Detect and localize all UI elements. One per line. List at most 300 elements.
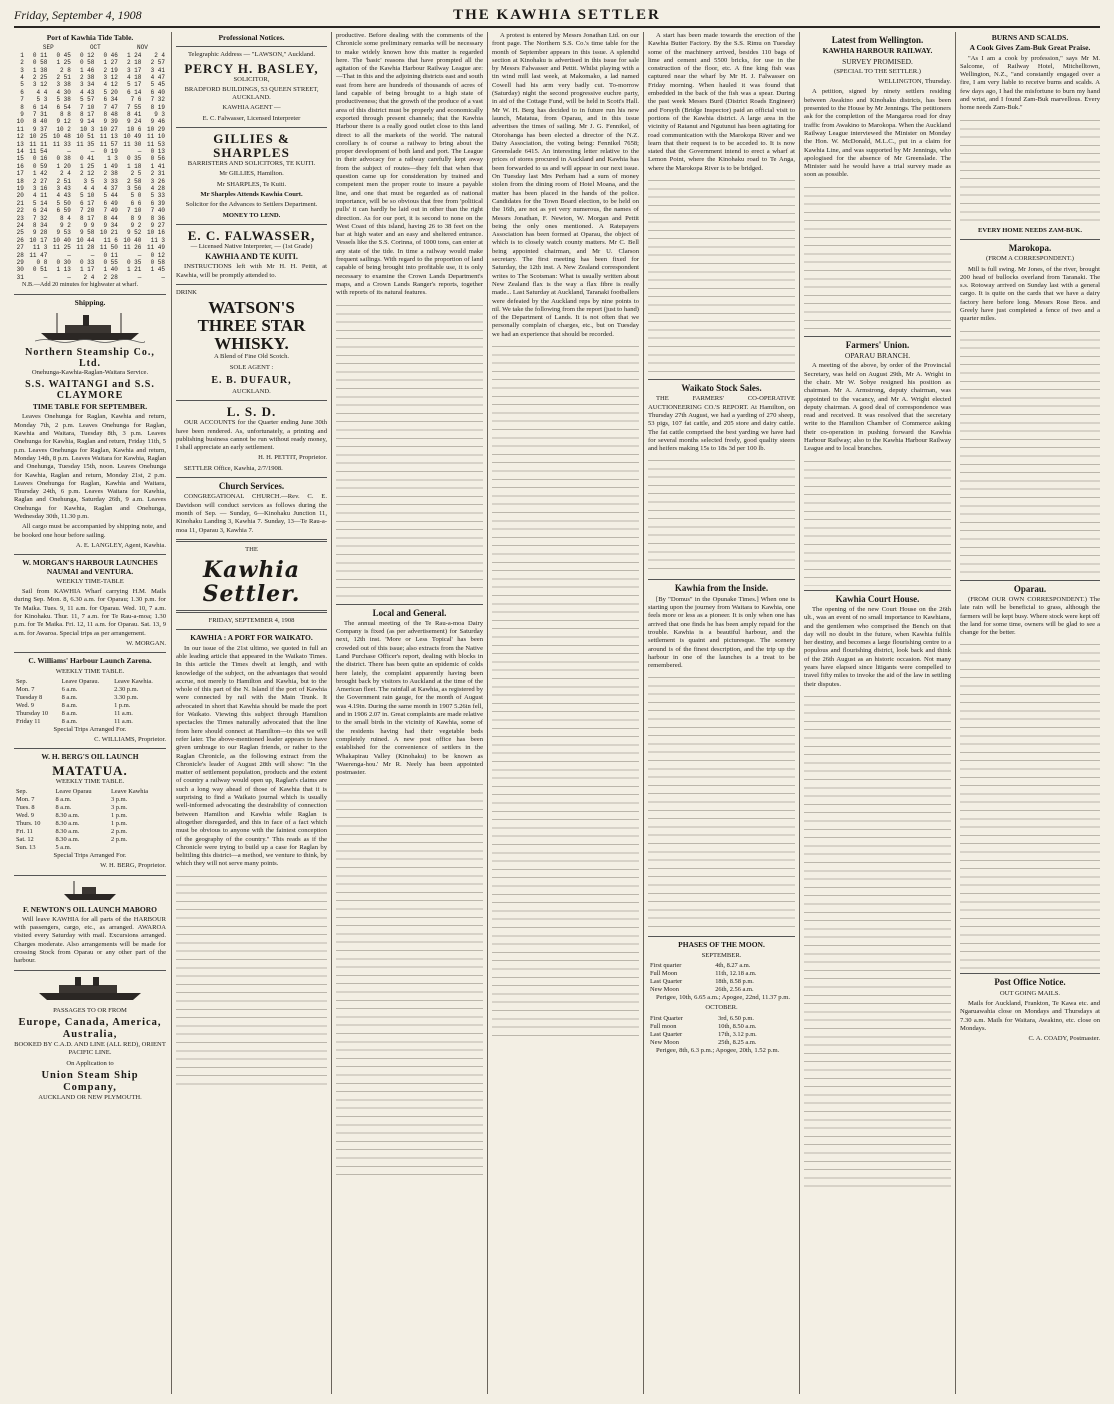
moon-sep-row-cell: Full Moon bbox=[650, 969, 678, 977]
kawhia-tekuiti: KAWHIA AND TE KUITI. bbox=[205, 252, 298, 262]
tide-row-cell: 4 47 bbox=[150, 73, 165, 81]
tide-row-cell: 9 39 bbox=[103, 118, 118, 126]
tide-row-cell: 5 17 bbox=[126, 81, 142, 89]
moon-oct-row-cell: 3rd, 6.50 p.m. bbox=[718, 1014, 754, 1022]
tide-row-cell: 10 40 bbox=[123, 236, 142, 244]
gillies-hamilton: Mr GILLIES, Hamilton. bbox=[219, 170, 284, 178]
berg-row-cell: Mon. 7 bbox=[16, 795, 35, 803]
body-text-continuation bbox=[176, 871, 327, 1091]
tide-row-cell: 9 9 bbox=[83, 222, 95, 230]
tide-row-cell: 5 14 bbox=[32, 199, 48, 207]
tide-row bbox=[14, 222, 166, 229]
timetable-heading: TIME TABLE FOR SEPTEMBER. bbox=[32, 402, 148, 412]
berg-row-cell: 2 p.m. bbox=[111, 827, 128, 835]
union-address: AUCKLAND OR NEW PLYMOUTH. bbox=[38, 1093, 142, 1101]
tide-row-cell: 8 34 bbox=[32, 222, 48, 230]
lsd-heading: L. S. D. bbox=[226, 404, 277, 420]
own-correspondent: (FROM A CORRESPONDENT.) bbox=[986, 255, 1074, 263]
tide-row-cell: 1 45 bbox=[150, 266, 165, 274]
tide-row bbox=[14, 148, 166, 155]
moon-oct-row-cell: 10th, 8.50 a.m. bbox=[718, 1022, 757, 1030]
tide-row-cell: 1 38 bbox=[32, 66, 48, 74]
tide-row-cell: 24 bbox=[16, 222, 24, 230]
moon-phases-heading: PHASES OF THE MOON. bbox=[678, 940, 765, 950]
local-general-heading: Local and General. bbox=[372, 607, 447, 618]
tide-row-cell: 2 12 bbox=[79, 170, 95, 178]
moon-oct-row-cell: Last Quarter bbox=[650, 1030, 683, 1038]
moon-oct-row-cell: New Moon bbox=[650, 1038, 679, 1046]
tide-row-cell: 0 13 bbox=[150, 147, 165, 155]
body-text-continuation bbox=[336, 779, 483, 1179]
berg-row-cell: 2 p.m. bbox=[111, 835, 128, 843]
column-rule bbox=[331, 32, 332, 1394]
tide-row-cell: 8 48 bbox=[103, 110, 118, 118]
williams-row-cell: Wed. 9 bbox=[16, 701, 34, 709]
tide-row-cell: 11 28 bbox=[76, 244, 95, 252]
tide-row-cell: 1 13 bbox=[56, 266, 71, 274]
tide-row bbox=[14, 67, 166, 74]
tide-row-cell: 9 24 bbox=[126, 118, 142, 126]
tide-row-cell: 11 11 bbox=[29, 140, 48, 148]
latest-heading: Latest from Wellington. bbox=[831, 35, 924, 45]
tide-row-cell: 10 51 bbox=[76, 133, 95, 141]
column-3 bbox=[336, 32, 483, 1396]
tide-row-cell: 13 bbox=[16, 140, 24, 148]
williams-row bbox=[14, 686, 166, 694]
tide-row-cell: 6 59 bbox=[56, 207, 71, 215]
moon-sep-row-cell: 26th, 2.56 a.m. bbox=[715, 985, 754, 993]
tide-month: SEP bbox=[42, 44, 54, 52]
postmaster-signature: C. A. COADY, Postmaster. bbox=[1028, 1035, 1100, 1043]
cargo-note: All cargo must be accompanied by shipping note, and be booked one hour before sailing. bbox=[14, 523, 166, 539]
tide-row-cell: 2 51 bbox=[56, 177, 71, 185]
oparau-branch: OPARAU BRANCH. bbox=[844, 351, 911, 361]
tide-row-cell: 6 bbox=[20, 88, 24, 96]
tide-row-cell: 9 58 bbox=[79, 229, 95, 237]
tide-row-cell: 0 11 bbox=[103, 251, 118, 259]
tide-row-cell: 4 28 bbox=[150, 185, 165, 193]
tide-row-cell: — bbox=[137, 251, 142, 259]
tide-row-cell: 3 33 bbox=[103, 177, 118, 185]
tide-row-cell: 3 12 bbox=[103, 73, 118, 81]
moon-oct-row-cell: 17th, 3.12 p.m. bbox=[718, 1030, 757, 1038]
tide-row-cell: 0 46 bbox=[103, 51, 118, 59]
tide-row-cell: 11 6 bbox=[103, 236, 118, 244]
perigee-oct: Perigee, 8th, 6.3 p.m.; Apogee, 20th, 1.52 p.m. bbox=[656, 1046, 780, 1054]
tide-row-cell: 3 41 bbox=[150, 66, 165, 74]
tide-row-cell: 4 43 bbox=[56, 192, 71, 200]
tide-row-cell: 8 40 bbox=[32, 118, 48, 126]
tide-row-cell: 29 bbox=[16, 259, 24, 267]
tide-row-cell: 6 6 bbox=[130, 199, 142, 207]
tide-row-cell: 0 12 bbox=[79, 51, 95, 59]
tide-row-cell: 11 33 bbox=[52, 140, 71, 148]
tide-row-cell: 0 38 bbox=[56, 155, 71, 163]
tide-row-cell: 2 4 bbox=[154, 51, 165, 59]
tide-row-cell: 10 25 bbox=[29, 133, 48, 141]
morgan-body: Sail from KAWHIA Wharf carrying H.M. Mails during Sep. Mon. 8, 6.30 a.m. for Oparau; 1.30 p.m. for Te Maika. Tues. 9, 11 a.m. for Oparau. Wed. 10, 7 a.m. for Kinohaku. Thur. 11, 7 a.m. for Te Rau-a-moa; 1.30 p.m. for Te Maika. Fri. 12, 11 a.m. for Oparau. Sat. 13, 9 a.m. for Awaroa. Special trips as per arrangement. bbox=[14, 588, 166, 637]
berg-row bbox=[14, 828, 166, 836]
williams-row-cell: Thursday 10 bbox=[16, 709, 49, 717]
tide-row bbox=[14, 163, 166, 170]
tide-row-cell: 5 bbox=[20, 81, 24, 89]
post-office-body: Mails for Auckland, Frankton, Te Kawa etc. and Ngaruawahia close on Mondays and Thursdays at 7.30 a.m. Mails for Waitara, Awakino, etc. close on Mondays. bbox=[960, 1000, 1100, 1032]
moon-september: SEPTEMBER. bbox=[701, 951, 742, 959]
tide-row-cell: 2 4 bbox=[60, 170, 71, 178]
tide-row bbox=[14, 104, 166, 111]
shipping-lines: BOOKED BY C.A.D. AND LINE (ALL RED), ORIENT PACIFIC LINE. bbox=[14, 1040, 166, 1057]
court-house-body: The opening of the new Court House on the 26th ult., was an event of no small importance to Kawhians, and the gentlemen who comprised the Bench on that day will no doubt in the future, when Kawhia fulfils her destiny, and becomes a large flourishing centre to a populous and flourishing district, look back and think of the 26th August as an historic occasion. Not many years have elapsed since litigants were compelled to travel fifty miles to invoke the aid of the law in settling their disputes. bbox=[804, 605, 951, 688]
tide-row-cell: — bbox=[43, 273, 48, 281]
union-steamship: Union Steam Ship Company, bbox=[41, 1069, 139, 1093]
masthead bbox=[14, 4, 1100, 28]
editorial-heading: KAWHIA : A PORT FOR WAIKATO. bbox=[190, 633, 313, 643]
solicitor-title: SOLICITOR, bbox=[233, 75, 270, 83]
williams-row-cell: 8 a.m. bbox=[61, 693, 78, 701]
moon-sep-row-cell: New Moon bbox=[650, 985, 679, 993]
tide-note: N.B.—Add 20 minutes for highwater at wharf. bbox=[22, 281, 138, 289]
moon-oct-row-cell: 25th, 8.25 a.m. bbox=[718, 1038, 757, 1046]
column-rule bbox=[171, 32, 172, 1394]
williams-signature: C. WILLIAMS, Proprietor. bbox=[94, 736, 166, 744]
body-text-continuation bbox=[648, 672, 795, 932]
tide-row-cell: 2 18 bbox=[126, 59, 142, 67]
tide-row-cell: 6 49 bbox=[103, 199, 118, 207]
tide-row-cell: 11 bbox=[16, 125, 24, 133]
tide-row-cell: 10 bbox=[16, 118, 24, 126]
tide-row bbox=[14, 274, 166, 281]
tide-row-cell: 8 41 bbox=[126, 110, 142, 118]
tide-row-cell: 7 47 bbox=[103, 103, 118, 111]
tide-row-cell: 1 41 bbox=[150, 162, 165, 170]
tide-row-cell: 8 36 bbox=[150, 214, 165, 222]
berg-note: Special Trips Arranged For. bbox=[53, 851, 127, 859]
tide-row-cell: 5 45 bbox=[150, 81, 165, 89]
tide-row-cell: 4 11 bbox=[32, 192, 48, 200]
tide-row-cell: 9 14 bbox=[79, 118, 95, 126]
berg-row-cell: 3 p.m. bbox=[111, 803, 128, 811]
moon-sep-row bbox=[648, 962, 795, 970]
agent-signature: A. E. LANGLEY, Agent, Kawhia. bbox=[75, 541, 166, 549]
sharples-tekuiti: Mr SHARPLES, Te Kuiti. bbox=[216, 180, 287, 188]
tide-row-cell: 0 11 bbox=[32, 51, 48, 59]
tide-row-cell: 9 12 bbox=[56, 118, 71, 126]
church-body: CONGREGATIONAL CHURCH.—Rev. C. E. Davidson will conduct services as follows during the month of Sep. — Sunday, 6—Kinohaku Junction 11, Kinohaku Landing 3, Kawhia 7. Sunday, 13—Te Rau-a-moa 11, Oparau 3, Kawhia 7. bbox=[176, 493, 327, 534]
tide-row-cell: 4 bbox=[20, 73, 24, 81]
column-5 bbox=[648, 32, 795, 1396]
falwasser-subtitle: — Licensed Native Interpreter, — (1st Grade) bbox=[190, 242, 313, 250]
column-rule bbox=[955, 32, 956, 1394]
tide-row-cell: 9 2 bbox=[60, 222, 71, 230]
tide-row-cell: 23 bbox=[16, 214, 24, 222]
tide-row-cell: 6 39 bbox=[150, 199, 165, 207]
moon-oct-row bbox=[648, 1031, 795, 1039]
money-to-lend: MONEY TO LEND. bbox=[222, 211, 281, 219]
berg-row-cell: 1 p.m. bbox=[111, 811, 128, 819]
tide-row-cell: 2 8 bbox=[60, 66, 71, 74]
berg-row-cell: 8.30 a.m. bbox=[55, 827, 80, 835]
tide-row-cell: 2 38 bbox=[79, 73, 95, 81]
berg-row bbox=[14, 812, 166, 820]
berg-row-cell: Sat. 12 bbox=[16, 835, 34, 843]
timetable-body: Leaves Onehunga for Raglan, Kawhia and return, Monday 7th, 2 p.m. Leaves Onehunga for Raglan, Kawhia and Waitara, Tuesday 8th, 3 p.m. Leaves Onehunga for Kawhia, Raglan and return, Friday 11th, 5 p.m. Leaves Onehunga for Raglan, Kawhia and return, Monday 14th, 8 p.m. Leaves Waitara for Kawhia, Raglan and Onehunga, Tuesday 15th, noon. Leaves Onehunga for Kawhia, Raglan and return, Monday 21st, 2 p.m. Leaves Onehunga for Raglan, Kawhia and Waitara, Thursday 24th, 6 p.m. Leaves Waitara for Kawhia, Raglan and Onehunga, Saturday 26th, 9 a.m. Leaves Onehunga for Kawhia, Raglan and Onehunga, Wednesday 30th, 11.30 p.m. bbox=[14, 413, 166, 521]
ships: S.S. WAITANGI and S.S. CLAYMORE bbox=[25, 379, 155, 402]
tide-row-cell: 6 14 bbox=[32, 103, 48, 111]
williams-row-cell: 8 a.m. bbox=[61, 709, 78, 717]
tide-row-cell: 1 25 bbox=[56, 59, 71, 67]
tide-row bbox=[14, 89, 166, 96]
dufaur-city: AUCKLAND. bbox=[232, 387, 271, 395]
tide-row bbox=[14, 229, 166, 236]
settler-office: SETTLER Office, Kawhia, 2/7/1908. bbox=[184, 464, 283, 472]
berg-row-cell: Sun. 13 bbox=[16, 843, 36, 851]
tide-row-cell: 10 2 bbox=[56, 125, 71, 133]
moon-october: OCTOBER. bbox=[705, 1004, 738, 1012]
tide-row-cell: 5 57 bbox=[79, 96, 95, 104]
tide-row-cell: 9 46 bbox=[150, 118, 165, 126]
post-office-heading: Post Office Notice. bbox=[994, 977, 1066, 988]
tide-month: OCT bbox=[89, 44, 101, 52]
tide-row-cell: 10 44 bbox=[76, 236, 95, 244]
tide-row-cell: 1 27 bbox=[103, 59, 118, 67]
berg-row-cell: 8 a.m. bbox=[55, 803, 72, 811]
tide-row-cell: 7 55 bbox=[126, 103, 142, 111]
berg-row-cell: 5 a.m. bbox=[55, 843, 72, 851]
shipping-heading: Shipping. bbox=[74, 297, 106, 307]
tide-row-cell: 0 45 bbox=[56, 51, 71, 59]
tide-row-cell: 7 32 bbox=[32, 214, 48, 222]
berg-row bbox=[14, 796, 166, 804]
tide-row-cell: 30 bbox=[16, 266, 24, 274]
tide-row-cell: 5 0 bbox=[130, 192, 142, 200]
tide-row-cell: 3 16 bbox=[32, 185, 48, 193]
berg-row-cell: Tues. 8 bbox=[16, 803, 35, 811]
tide-row-cell: 1 17 bbox=[79, 266, 95, 274]
tide-row-cell: — bbox=[67, 273, 71, 281]
tide-row-cell: 0 58 bbox=[32, 59, 48, 67]
editorial-body: In our issue of the 21st ultimo, we quoted in full an able leading article that appeared in the Waikato Times. In this article the Times dwelt at length, and with knowledge of the subject, on the advantages that would accrue, not merely to Hamilton and Kawhia, but to the whole of this part of the N. Island if the port of Kawhia were connected by rail with the Main Trunk. It advocated in short that Kawhia should be made the port for Waikato. Viewing this subject through Hamilton spectacles the Times naturally advocated that the line from here should connect at Hamilton—to this we will refer later. The above-mentioned leader appears to have given umbrage to our Raglan friends, or rather to the Raglan Chronicle, as the following extract from the Chronicle's leader of August 28th will show: "In the matter of settlement population, products and the extent of country a railway would open up, Raglan's claims are such a long way ahead of those of Kawhia that it is surprising to find a Waikato journal which is usually well-informed advocating the desirability of connection between Hamilton and Kawhia while Raglan is altogether disregarded, and this in face of a fact which must be obvious to anyone with the faintest conception of the geography of the country." This reads as if the Chronicle were trying to build up a case for Raglan by belittling this district—a method, we venture to think, by which they will not serve many points. bbox=[176, 644, 327, 868]
column-rule bbox=[643, 32, 644, 1394]
three-star: THREE STAR bbox=[197, 316, 306, 336]
tide-row-cell: 1 bbox=[20, 51, 24, 59]
launch-illustration bbox=[60, 880, 120, 902]
tide-row-cell: 9 27 bbox=[150, 222, 165, 230]
tide-row-cell: 1 18 bbox=[126, 162, 142, 170]
tide-row-cell: 9 37 bbox=[32, 125, 48, 133]
body-text-continuation bbox=[960, 115, 1100, 225]
tide-row bbox=[14, 237, 166, 244]
williams-row bbox=[14, 694, 166, 702]
berg-row-cell: 8.30 a.m. bbox=[55, 819, 80, 827]
accounts-notice: OUR ACCOUNTS for the Quarter ending June 30th have been rendered. As, unfortunately, a printing and publishing business cannot be run without ready money, I shall appreciate an early settlement. bbox=[176, 419, 327, 452]
berg-heading: W. H. BERG'S OIL LAUNCH bbox=[41, 752, 139, 762]
inside-heading: Kawhia from the Inside. bbox=[674, 583, 769, 594]
tide-row-cell: 6 54 bbox=[56, 103, 71, 111]
tide-row-cell: 1 40 bbox=[103, 266, 118, 274]
tide-row-cell: 10 3 bbox=[79, 125, 95, 133]
tide-row bbox=[14, 244, 166, 251]
tide-row-cell: 3 34 bbox=[79, 81, 95, 89]
moon-sep-row-cell: 11th, 12.18 a.m. bbox=[715, 969, 757, 977]
body-text-continuation bbox=[960, 326, 1100, 576]
church-heading: Church Services. bbox=[218, 481, 285, 492]
dufaur: E. B. DUFAUR, bbox=[211, 374, 292, 386]
tide-row-cell: 1 24 bbox=[126, 51, 142, 59]
tide-row-cell: 0 55 bbox=[103, 259, 118, 267]
tide-row-cell: 4 37 bbox=[103, 185, 118, 193]
tide-row-cell: 8 4 bbox=[60, 214, 71, 222]
berg-row bbox=[14, 788, 166, 796]
moon-oct-table bbox=[648, 1015, 795, 1047]
tide-row-cell: 6 40 bbox=[150, 88, 165, 96]
drink-label: DRINK bbox=[176, 289, 197, 297]
tide-row-cell: 16 bbox=[16, 162, 24, 170]
tide-row-cell: 14 bbox=[16, 147, 24, 155]
tide-row-cell: 18 bbox=[16, 177, 24, 185]
berg-table bbox=[14, 788, 166, 852]
editorial-continued: productive. Before dealing with the comments of the Chronicle some preliminary remarks will be necessary to make widely known how this matter is regarded here. The 'basic' reasons that have prompted all the agitation of the Kawhia Harbour Railway League are:—That in this and the adjoining districts east and south east from here are hundreds of thousands of acres of land capable of being brought to a high state of productiveness; that the growth of the produce of a vast area of this district must be properly and economically exported through present channels; that the Kawhia Harbour there is a really good outlet close to this land direct to all the markets of the world. The natural corollary is of course a railway to bring about the proper development of both land and port. The League in their advocacy for a railway carefully kept away from the subject of routes—they felt that when that question came up for consideration by trained and competent men the proper route to insure a payable line, and one that must be regarded as of national importance, will be so obvious that free from 'political pulls' it can hardly be laid out in other than the right direction. As for our port, it is second to none on the West Coast of this island, having 26 to 38 feet on the bar at high water and an easy and sheltered entrance. Vessels like the S.S. Corinna, of 1000 tons, can enter at any state of the tide. In time a railway would make frequent sailings. With regard to the proportion of land capable of being brought into profitable use, it is only necessary to examine the Crown Lands Department's maps, and a Crown Lands Ranger's reports, together with reports of its natural features. bbox=[336, 32, 483, 297]
tide-row-cell: 6 17 bbox=[79, 199, 95, 207]
tide-row-cell: — bbox=[67, 147, 71, 155]
column-6 bbox=[804, 32, 951, 1396]
tide-row-cell: 7 31 bbox=[32, 110, 48, 118]
tide-row-cell: 11 25 bbox=[52, 244, 71, 252]
body-text-continuation bbox=[648, 175, 795, 375]
tide-row bbox=[14, 192, 166, 199]
berg-launch-name: MATATUA. bbox=[52, 762, 128, 778]
tide-row bbox=[14, 126, 166, 133]
body-text-continuation bbox=[960, 639, 1100, 969]
tide-row bbox=[14, 118, 166, 125]
body-text-continuation bbox=[648, 455, 795, 575]
tide-row-cell: 11 3 bbox=[150, 236, 165, 244]
tide-row-cell: 11 30 bbox=[123, 140, 142, 148]
tide-row-cell: 1 20 bbox=[56, 162, 71, 170]
moon-oct-row bbox=[648, 1023, 795, 1031]
tide-row-cell: 22 bbox=[16, 207, 24, 215]
berg-row-cell: 8 a.m. bbox=[55, 795, 72, 803]
berg-row bbox=[14, 836, 166, 844]
williams-row-cell: 8 a.m. bbox=[61, 717, 78, 725]
tide-row-cell: 2 19 bbox=[103, 66, 118, 74]
moon-oct-row bbox=[648, 1039, 795, 1047]
tide-table bbox=[14, 44, 166, 281]
stock-sales-heading: Waikato Stock Sales. bbox=[681, 383, 762, 394]
tide-row bbox=[14, 96, 166, 103]
williams-weekly: WEEKLY TIME TABLE. bbox=[55, 667, 125, 675]
column-rule bbox=[799, 32, 800, 1394]
berg-signature: W. H. BERG, Proprietor. bbox=[100, 862, 166, 870]
tide-row-cell: 8 9 bbox=[130, 214, 142, 222]
williams-row-cell: Friday 11 bbox=[16, 717, 41, 725]
berg-row bbox=[14, 820, 166, 828]
tide-row-cell: 10 16 bbox=[146, 229, 165, 237]
local-items-continued: A start has been made towards the erection of the Kawhia Butter Factory. By the S.S. Rimu on Tuesday some of the machinery arrived, besides 110 bags of lime and cement and 5500 bricks, for use in the construction of the floor, etc. A fine king fish was captured near the wharf by Mr H. J. Falwasser on Friday morning. When hauled it was found that embedded in the back of the fish was a spear. During the past week Messrs Burd (District Roads Engineer) and Forsyth (Bridge Inspector) paid an official visit to portions of the Kawhia district. A large area in the vicinity of Ratanui and Ngutunui has been agitating for road communication with the Marokopa River and we learn that their request is to be acceded to. It is now stated that the Government intend to erect a wharf at Lemon Point, where the Kinohaku road to Te Anga, where the Marokopa River is to be bridged. bbox=[648, 32, 795, 172]
tide-row-cell: 2 5 bbox=[130, 170, 142, 178]
tide-row-cell: 1 46 bbox=[79, 66, 95, 74]
perigee-sep: Perigee, 10th, 6.65 a.m.; Apogee, 22nd, 11.37 p.m. bbox=[656, 993, 790, 1001]
tide-row-cell: 6 24 bbox=[32, 207, 48, 215]
tide-row-cell: 1 49 bbox=[103, 162, 118, 170]
tide-row-cell: 8 44 bbox=[103, 214, 118, 222]
column-2 bbox=[176, 32, 327, 1396]
professional-notices: Professional Notices. bbox=[218, 33, 285, 42]
tide-row-cell: 0 16 bbox=[32, 155, 48, 163]
tide-row-cell: 7 10 bbox=[79, 103, 95, 111]
tide-row bbox=[14, 59, 166, 66]
tide-row-cell: 0 58 bbox=[150, 259, 165, 267]
marokopa-body: Mill is full swing. Mr Jones, of the river, brought 200 head of bullocks overland from Taranaki. The s.s. Rotoway arrived on Sunday last with a general cargo. It is quite on the cards that we have a dairy factory here before long. Messrs Rose Bros. and Greely have just completed a fence of two and a quarter miles. bbox=[960, 265, 1100, 323]
tide-row-cell: 2 31 bbox=[150, 170, 165, 178]
tide-row bbox=[14, 178, 166, 185]
tide-row-cell: 5 20 bbox=[103, 88, 118, 96]
tide-row-cell: 4 4 bbox=[36, 88, 48, 96]
tide-row-cell: 4 43 bbox=[79, 88, 95, 96]
williams-row-cell: 11 a.m. bbox=[114, 717, 133, 725]
local-items: A protest is entered by Messrs Jonathan Ltd. on our front page. The Northern S.S. Co.'s time table for the month of September appears in this issue. A splendid section at Kinohaku is advertised in this issue for sale by Messrs Falwasser and Pettit. Whilst playing with a tin wind mill last week, at Makomako, a lad named Cowell had his arm very badly cut. To-morrow (Saturday) night the second progressive euchre party, in aid of the Cottage Fund, will be held in Scott's Hall. Mr W. H. Berg has decided to in future run his new launch, Matatua, from Oparau, and in this issue advertises the times of sailing. Mr J. G. Fennikel, of Otorohanga has been elected a director of the N.Z. Dairy Association, the voting being: Fennikel 7658; Greenslade 6415. An interesting letter relative to the prices of stores procured in Auckland and Kawhia has been forwarded to us and will appear in our next issue. On Tuesday last Mrs Perham had a sum of money stolen from the dining room of Hotel Moana, and the matter has been placed in the hands of the police. Candidates for the Town Board election, to be held on the 16th, are not as yet very numerous, the names of Messrs Jonathan, F. Newton, W. Morgan and Pettit being the only ones mentioned. A Ratepayers Association has been formed at Oparau, the object of which is to closely watch county matters. Mr C. Bell being appointed chairman, and Mr U. Clarson secretary. The first meeting has been fixed for Saturday, the 12th inst. A New Zealand correspondent writes to The Scotsman: What is usually written about New Zealand flax is the way a flax fibre is really made... Last Saturday at Auckland, Taranaki footballers were defeated by the Auckland reps by nine points to nil. We take the following from the report (just to hand) of the Department of Lands. It is not often that we personally complain of charges, etc., but on Tuesday we had an experience that should be recorded. bbox=[492, 32, 639, 338]
berg-row-cell: 8.30 a.m. bbox=[55, 835, 80, 843]
liner-illustration bbox=[35, 975, 145, 1003]
tide-row-cell: 11 57 bbox=[99, 140, 118, 148]
williams-row-cell: Tuesday 8 bbox=[16, 693, 43, 701]
solicitor-advances: Solicitor for the Advances to Settlers Department. bbox=[185, 201, 318, 209]
route: Onehunga-Kawhia-Raglan-Waitara Service. bbox=[31, 368, 149, 376]
tide-row-cell: 5 44 bbox=[103, 192, 118, 200]
berg-row-cell: Leave Kawhia bbox=[111, 787, 149, 795]
tide-row-cell: 21 bbox=[16, 199, 24, 207]
moon-oct-row-cell: First Quarter bbox=[650, 1014, 683, 1022]
latest-body: A petition, signed by ninety settlers residing between Awakino and Kinohaku districts, has been presented to the House by Mr Jennings. The petitioners ask for the completion of the Mangaroa road for dray traffic from Awakino to Marokopa. When the Auckland Railway League interviewed the Minister on Monday the Hon. W. McDonald, M.L.C., put in a claim for Kawhia Line, and was supported by Mr Jennings, who apologised for the absence of Mr Greenslade. The Minister said he would have a trial survey made as soon as possible. bbox=[804, 88, 951, 179]
tide-row-cell: 0 33 bbox=[79, 259, 95, 267]
tide-row-cell: 15 bbox=[16, 155, 24, 163]
whisky: WHISKY. bbox=[214, 334, 289, 354]
special-note: (SPECIAL TO THE SETTLER.) bbox=[834, 67, 921, 75]
sole-agent: SOLE AGENT : bbox=[229, 363, 274, 371]
berg-row-cell: 1 p.m. bbox=[111, 819, 128, 827]
tide-row-cell: 8 8 bbox=[60, 110, 71, 118]
tide-row-cell: 8 17 bbox=[79, 214, 95, 222]
tide-row-cell: 11 26 bbox=[123, 244, 142, 252]
tide-row-cell: 7 40 bbox=[150, 207, 165, 215]
tide-row-cell: 10 48 bbox=[52, 133, 71, 141]
tide-row-cell: 0 30 bbox=[56, 259, 71, 267]
tide-row-cell: 10 6 bbox=[126, 125, 142, 133]
moon-sep-table bbox=[648, 962, 795, 994]
williams-row-cell: Mon. 7 bbox=[16, 685, 35, 693]
tide-row bbox=[14, 207, 166, 214]
tide-row-cell: 3 38 bbox=[56, 81, 71, 89]
court-house-heading: Kawhia Court House. bbox=[835, 593, 920, 604]
tide-row-cell: 9 52 bbox=[126, 229, 142, 237]
tide-row-cell: 8 bbox=[20, 103, 24, 111]
basley-address: BRADFORD BUILDINGS, 53 QUEEN STREET, AUCKLAND. bbox=[184, 85, 319, 102]
farmers-body: A meeting of the above, by order of the Provincial Secretary, was held on August 29th, Mr A. Wright in the chair. Mr W. Sobye resigned his position as chairman. Mr A. Armstrong, deputy chairman, was appointed to the vacancy, and Mr A. Wright elected deputy chairman. A good deal of correspondence was read and received. It was resolved that the secretary write to the Hamilton Chamber of Commerce asking their co-operation in pushing forward the Kawhia Harbour Railway; also to the Kawhia Harbour Railway League and to local branches. bbox=[804, 362, 951, 453]
tide-row-cell: 7 10 bbox=[126, 207, 142, 215]
tide-row-cell: 0 8 bbox=[36, 259, 48, 267]
berg-row-cell: 8.30 a.m. bbox=[55, 811, 80, 819]
berg-row bbox=[14, 804, 166, 812]
gillies-sharples: GILLIES & SHARPLES bbox=[213, 131, 290, 161]
northern-steamship: Northern Steamship Co., Ltd. bbox=[25, 346, 155, 369]
berg-row-cell bbox=[109, 844, 166, 852]
farmers-union-heading: Farmers' Union. bbox=[845, 339, 910, 350]
tide-row-cell: 9 28 bbox=[32, 229, 48, 237]
tide-row-cell: 31 bbox=[16, 273, 24, 281]
williams-row-cell: Leave Kawhia. bbox=[114, 677, 153, 685]
tide-row-cell: 4 4 bbox=[83, 185, 95, 193]
tide-row-cell: — bbox=[67, 251, 71, 259]
tide-row bbox=[14, 52, 166, 59]
